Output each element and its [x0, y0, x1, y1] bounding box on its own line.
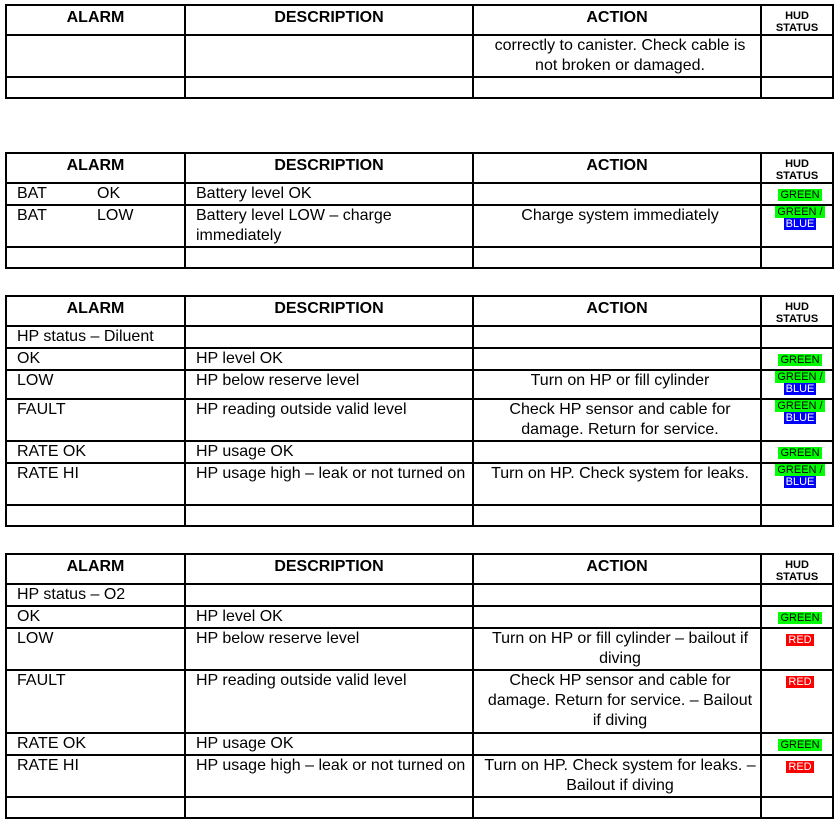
table-row	[6, 628, 833, 670]
description-cell: HP usage OK	[185, 441, 473, 463]
description-cell: HP usage OK	[185, 733, 473, 755]
table-row	[6, 399, 833, 441]
status-badge: BLUE	[785, 476, 815, 488]
column-header-hud-status: HUD STATUS	[761, 153, 833, 183]
status-badge: GREEN /	[777, 371, 823, 383]
column-header-action: ACTION	[473, 153, 761, 183]
column-header-action: ACTION	[473, 296, 761, 326]
status-badge: GREEN	[780, 447, 820, 459]
alarm-table-continuation	[5, 4, 834, 99]
action-cell: Check HP sensor and cable for damage. Return for service. – Bailout if diving	[473, 670, 761, 733]
alarm-cell: RATE HI	[6, 463, 185, 505]
hud-status-cell	[761, 370, 833, 399]
status-badge: GREEN	[780, 189, 820, 201]
action-cell: correctly to canister. Check cable is not broken or damaged.	[473, 35, 761, 77]
description-cell: Battery level LOW – charge immediately	[185, 205, 473, 247]
column-header-alarm: ALARM	[6, 153, 185, 183]
alarm-cell: LOW	[6, 628, 185, 670]
column-header-hud-status: HUD STATUS	[761, 554, 833, 584]
hud-status-cell	[761, 399, 833, 441]
empty-row	[6, 77, 833, 98]
column-header-action: ACTION	[473, 554, 761, 584]
action-cell: Check HP sensor and cable for damage. Return for service.	[473, 399, 761, 441]
action-cell: Turn on HP. Check system for leaks.	[473, 463, 761, 505]
section-row	[6, 326, 833, 348]
description-cell: HP usage high – leak or not turned on	[185, 463, 473, 505]
description-cell: HP reading outside valid level	[185, 399, 473, 441]
table-row	[6, 441, 833, 463]
description-cell: HP reading outside valid level	[185, 670, 473, 733]
hud-status-cell	[761, 348, 833, 370]
table-header-row	[6, 5, 833, 35]
table-row	[6, 733, 833, 755]
status-badge: GREEN /	[777, 400, 823, 412]
column-header-description: DESCRIPTION	[185, 153, 473, 183]
alarm-cell: FAULT	[6, 670, 185, 733]
action-cell	[473, 348, 761, 370]
table-row	[6, 463, 833, 505]
table-header-row	[6, 153, 833, 183]
hud-status-cell	[761, 205, 833, 247]
column-header-description: DESCRIPTION	[185, 554, 473, 584]
hud-status-cell	[761, 733, 833, 755]
description-cell: HP below reserve level	[185, 370, 473, 399]
section-label: HP status – Diluent	[6, 326, 185, 348]
status-badge: BLUE	[785, 218, 815, 230]
table-row	[6, 755, 833, 797]
action-cell	[473, 606, 761, 628]
empty-row	[6, 797, 833, 818]
description-cell: HP level OK	[185, 606, 473, 628]
status-badge: GREEN /	[777, 206, 823, 218]
action-cell	[473, 441, 761, 463]
empty-row	[6, 247, 833, 268]
hud-status-cell	[761, 463, 833, 505]
hud-status-cell	[761, 183, 833, 205]
description-cell: HP below reserve level	[185, 628, 473, 670]
table-row	[6, 670, 833, 733]
action-cell: Turn on HP or fill cylinder – bailout if diving	[473, 628, 761, 670]
status-badge: GREEN /	[777, 464, 823, 476]
alarm-cell: FAULT	[6, 399, 185, 441]
alarm-cell: BAT OK	[6, 183, 185, 205]
status-badge: GREEN	[780, 354, 820, 366]
column-header-description: DESCRIPTION	[185, 5, 473, 35]
alarm-table-hp-diluent	[5, 295, 834, 527]
hud-status-cell	[761, 670, 833, 733]
empty-row	[6, 505, 833, 526]
hud-status-cell	[761, 755, 833, 797]
status-badge: GREEN	[780, 612, 820, 624]
alarm-cell: RATE HI	[6, 755, 185, 797]
table-row	[6, 606, 833, 628]
description-cell: HP usage high – leak or not turned on	[185, 755, 473, 797]
status-badge: BLUE	[785, 412, 815, 424]
alarm-cell: LOW	[6, 370, 185, 399]
alarm-cell: RATE OK	[6, 733, 185, 755]
hud-status-cell	[761, 441, 833, 463]
alarm-cell: OK	[6, 348, 185, 370]
status-badge: BLUE	[785, 383, 815, 395]
status-badge: RED	[788, 761, 812, 773]
column-header-alarm: ALARM	[6, 554, 185, 584]
action-cell	[473, 733, 761, 755]
hud-status-cell	[761, 606, 833, 628]
column-header-alarm: ALARM	[6, 296, 185, 326]
alarm-table-hp-o2	[5, 553, 834, 819]
description-cell: HP level OK	[185, 348, 473, 370]
table-row	[6, 348, 833, 370]
status-badge: RED	[788, 634, 812, 646]
column-header-hud-status: HUD STATUS	[761, 5, 833, 35]
alarm-cell: OK	[6, 606, 185, 628]
status-badge: GREEN	[780, 739, 820, 751]
table-row	[6, 370, 833, 399]
alarm-cell: BAT LOW	[6, 205, 185, 247]
action-cell: Turn on HP. Check system for leaks. – Bailout if diving	[473, 755, 761, 797]
table-row	[6, 205, 833, 247]
table-header-row	[6, 554, 833, 584]
hud-status-cell	[761, 628, 833, 670]
alarm-table-battery	[5, 152, 834, 269]
action-cell: Charge system immediately	[473, 205, 761, 247]
table-row	[6, 35, 833, 77]
alarm-cell: RATE OK	[6, 441, 185, 463]
action-cell: Turn on HP or fill cylinder	[473, 370, 761, 399]
description-cell: Battery level OK	[185, 183, 473, 205]
status-badge: RED	[788, 676, 812, 688]
section-label: HP status – O2	[6, 584, 185, 606]
table-header-row	[6, 296, 833, 326]
action-cell	[473, 183, 761, 205]
column-header-hud-status: HUD STATUS	[761, 296, 833, 326]
column-header-action: ACTION	[473, 5, 761, 35]
table-row	[6, 183, 833, 205]
column-header-description: DESCRIPTION	[185, 296, 473, 326]
section-row	[6, 584, 833, 606]
column-header-alarm: ALARM	[6, 5, 185, 35]
